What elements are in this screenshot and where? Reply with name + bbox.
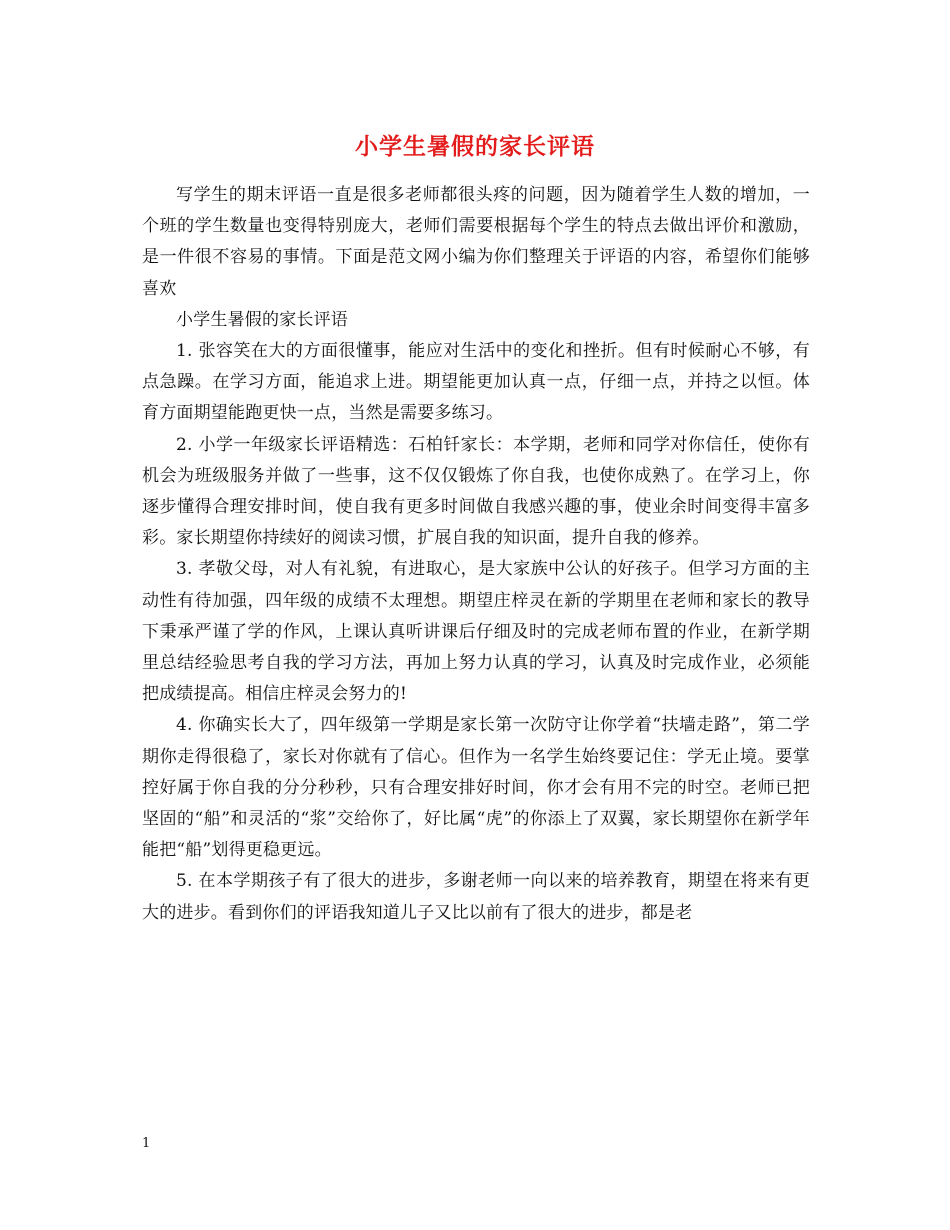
- comment-paragraph-4: 4. 你确实长大了，四年级第一学期是家长第一次防守让你学着“扶墙走路”，第二学期你走得很稳了，家长对你就有了信心。但作为一名学生始终要记住：学无止境。要掌控好属于你自我的分分秒秒，只有合理安排好时间，你才会有用不完的时空。老师已把坚固的“船”和灵活的“浆”交给你了，好比属“虎”的你添上了双翼，家长期望你在新学年能把“船”划得更稳更远。: [142, 715, 810, 861]
- document-title: 小学生暑假的家长评语: [355, 133, 595, 160]
- section-heading: 小学生暑假的家长评语: [176, 309, 348, 330]
- comment-paragraph-2: 2. 小学一年级家长评语精选：石柏钎家长：本学期，老师和同学对你信任，使你有机会为班级服务并做了一些事，这不仅仅锻炼了你自我，也使你成熟了。在学习上，你逐步懂得合理安排时间，使自我有更多时间做自我感兴趣的事，使业余时间变得丰富多彩。家长期望你持续好的阅读习惯，扩展自我的知识面，提升自我的修养。: [142, 434, 810, 549]
- comment-paragraph-3: 3. 孝敬父母，对人有礼貌，有进取心，是大家族中公认的好孩子。但学习方面的主动性有待加强，四年级的成绩不太理想。期望庄梓灵在新的学期里在老师和家长的教导下秉承严谨了学的作风，上课认真听讲课后仔细及时的完成老师布置的作业，在新学期里总结经验思考自我的学习方法，再加上努力认真的学习，认真及时完成作业，必须能把成绩提高。相信庄梓灵会努力的!: [142, 559, 810, 705]
- intro-paragraph: 写学生的期末评语一直是很多老师都很头疼的问题，因为随着学生人数的增加，一个班的学生数量也变得特别庞大，老师们需要根据每个学生的特点去做出评价和激励，是一件很不容易的事情。下面是范文网小编为你们整理关于评语的内容，希望你们能够喜欢: [142, 185, 810, 299]
- document-body: [142, 180, 810, 929]
- comment-paragraph-1: 1. 张容笑在大的方面很懂事，能应对生活中的变化和挫折。但有时候耐心不够，有点急躁。在学习方面，能追求上进。期望能更加认真一点，仔细一点，并持之以恒。体育方面期望能跑更快一点，当然是需要多练习。: [142, 341, 810, 424]
- page-number: 1: [142, 1136, 151, 1151]
- comment-paragraph-5: 5. 在本学期孩子有了很大的进步，多谢老师一向以来的培养教育，期望在将来有更大的进步。看到你们的评语我知道儿子又比以前有了很大的进步，都是老: [142, 871, 810, 923]
